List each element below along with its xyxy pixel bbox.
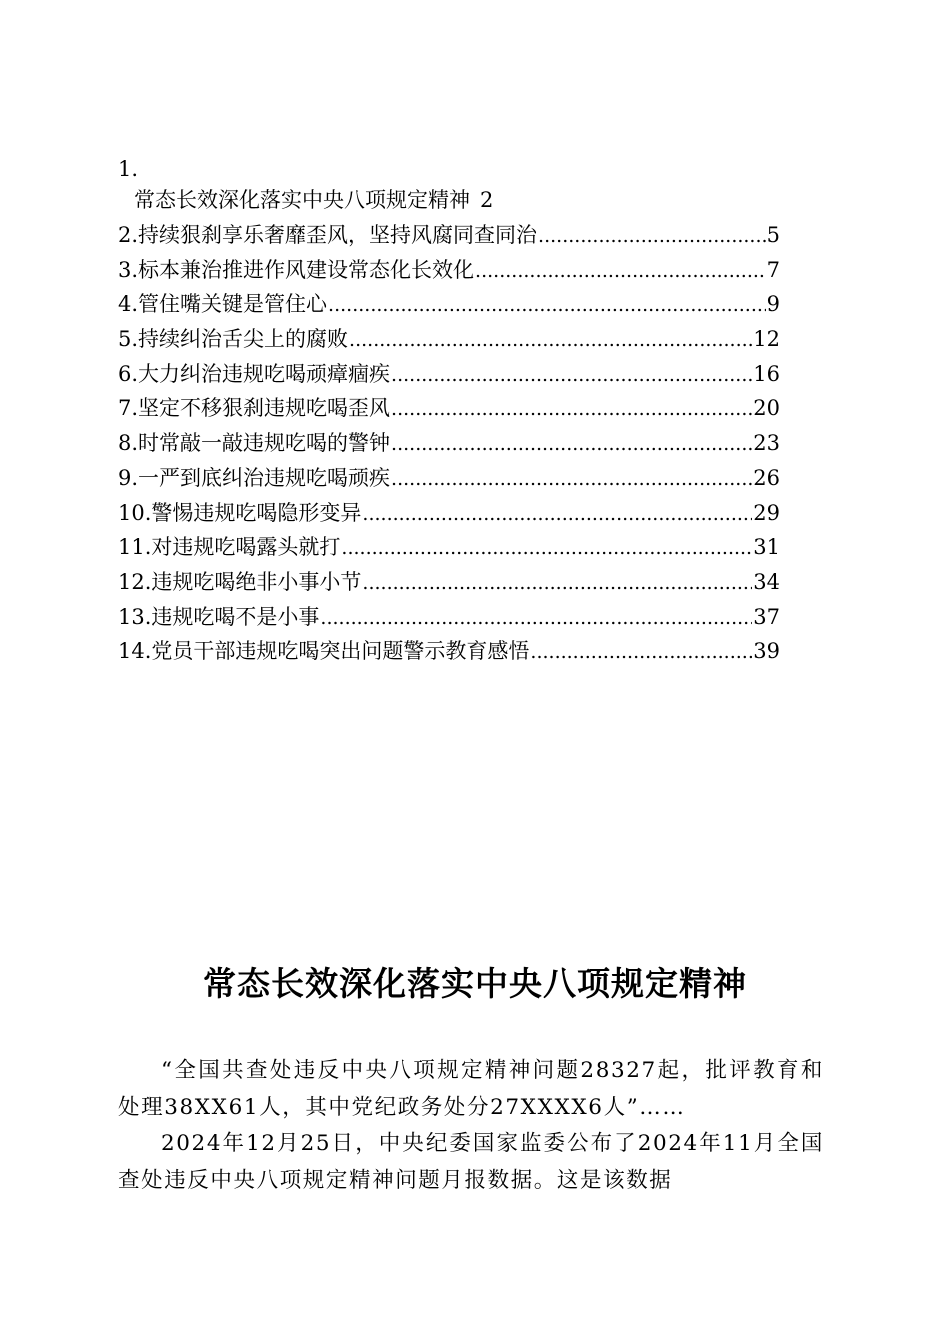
toc-dot-leader	[362, 566, 752, 601]
toc-item-12[interactable]	[118, 565, 780, 600]
toc-item-4[interactable]	[118, 287, 780, 322]
toc-item-title: 2.持续狠刹享乐奢靡歪风，坚持风腐同查同治	[118, 223, 538, 247]
toc-dot-leader	[538, 219, 766, 254]
toc-item-title: 12.违规吃喝绝非小事小节	[118, 569, 362, 594]
toc-item-14[interactable]	[118, 634, 780, 669]
article-paragraph-1: “全国共查处违反中央八项规定精神问题28327起，批评教育和处理38XX61人，其中党纪政务处分27XXXX6人”……	[118, 1058, 824, 1120]
toc-item-9[interactable]	[118, 461, 780, 496]
toc-item-5[interactable]	[118, 322, 780, 357]
toc-item-title: 常态长效深化落实中央八项规定精神	[134, 188, 470, 212]
toc-item-title: 3.标本兼治推进作风建设常态化长效化	[118, 257, 475, 282]
toc-dot-leader	[391, 358, 752, 393]
toc-item-title: 14.党员干部违规吃喝突出问题警示教育感悟	[118, 639, 530, 664]
toc-item-title: 6.大力纠治违规吃喝顽瘴痼疾	[118, 361, 391, 386]
toc-item-page: 2	[480, 188, 494, 212]
toc-item-page: 5	[766, 223, 780, 247]
toc-item-page: 12	[753, 327, 780, 352]
toc-item-title: 5.持续纠治舌尖上的腐败	[118, 327, 349, 352]
toc-dot-leader	[320, 601, 752, 636]
toc-dot-leader	[475, 254, 766, 289]
toc-item-2[interactable]	[118, 218, 780, 253]
toc-item-page: 37	[753, 604, 780, 629]
toc-dot-leader	[328, 288, 766, 323]
toc-item-page: 7	[766, 257, 780, 282]
toc-dot-leader	[341, 531, 752, 566]
toc-dot-leader	[349, 323, 752, 358]
toc-item-10[interactable]	[118, 496, 780, 531]
article-heading: 常态长效深化落实中央八项规定精神	[203, 964, 747, 1003]
toc-item-page: 16	[753, 361, 780, 386]
toc-list	[118, 218, 780, 669]
toc-item-1[interactable]	[118, 184, 780, 218]
article-body	[118, 1053, 824, 1199]
toc-item-page: 29	[753, 500, 780, 525]
toc-item-title: 13.违规吃喝不是小事	[118, 604, 320, 629]
toc-item-11[interactable]	[118, 530, 780, 565]
toc-dot-leader	[391, 427, 752, 462]
toc-item-page: 31	[753, 535, 780, 560]
toc-dot-leader	[362, 497, 752, 532]
toc-item-7[interactable]	[118, 391, 780, 426]
toc-item-page: 39	[753, 639, 780, 664]
toc-item-title: 10.警惕违规吃喝隐形变异	[118, 500, 362, 525]
toc-item-title: 11.对违规吃喝露头就打	[118, 535, 341, 560]
toc-item-13[interactable]	[118, 600, 780, 635]
toc-item-page: 23	[753, 431, 780, 456]
toc-item-8[interactable]	[118, 426, 780, 461]
toc-item-title: 4.管住嘴关键是管住心	[118, 292, 328, 317]
toc-first-number: 1.	[118, 157, 139, 181]
toc-item-page: 9	[766, 292, 780, 317]
toc-dot-leader	[391, 392, 752, 427]
toc-item-page: 20	[753, 396, 780, 421]
article-paragraph-2: 2024年12月25日，中央纪委国家监委公布了2024年11月全国查处违反中央八项规定精神问题月报数据。这是该数据	[118, 1131, 824, 1193]
toc-dot-leader	[530, 635, 752, 670]
table-of-contents	[118, 154, 780, 669]
toc-item-page: 26	[753, 465, 780, 490]
toc-item-title: 8.时常敲一敲违规吃喝的警钟	[118, 431, 391, 456]
toc-item-title: 7.坚定不移狠刹违规吃喝歪风	[118, 396, 391, 421]
toc-item-title: 9.一严到底纠治违规吃喝顽疾	[118, 465, 391, 490]
toc-item-page: 34	[753, 569, 780, 594]
toc-item-3[interactable]	[118, 253, 780, 288]
toc-dot-leader	[391, 462, 752, 497]
toc-item-6[interactable]	[118, 357, 780, 392]
